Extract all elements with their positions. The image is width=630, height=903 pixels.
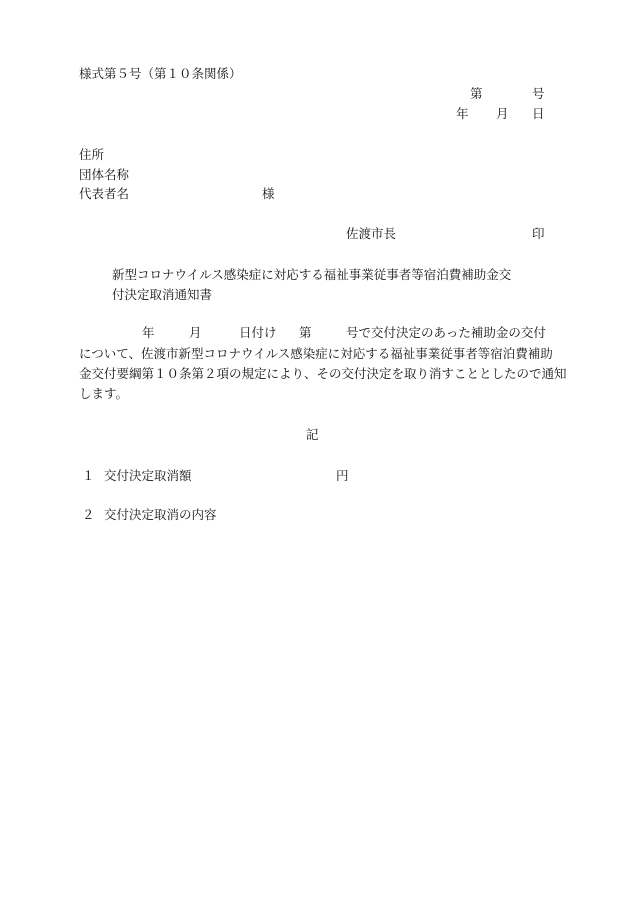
seal-mark: 印 [532, 226, 545, 241]
body-line1-rest: 号で交付決定のあった補助金の交付 [346, 325, 546, 340]
body-line4: します。 [79, 386, 129, 401]
notice-title-line1: 新型コロナウイルス感染症に対応する福祉事業従事者等宿泊費補助金交 [112, 267, 512, 282]
notice-title-line2: 付決定取消通知書 [112, 287, 213, 302]
item-number: １ [82, 468, 95, 483]
form-id: 様式第５号（第１０条関係） [79, 66, 242, 81]
body-dai: 第 [299, 325, 312, 340]
doc-number-go: 号 [532, 86, 545, 101]
item-label: 交付決定取消額 [104, 468, 192, 483]
body-line3: 金交付要綱第１０条第２項の規定により、その交付決定を取り消すこととしたので通知 [79, 366, 567, 381]
date-day: 日 [532, 106, 545, 121]
ki-heading: 記 [306, 427, 319, 442]
body-day-dated: 日付け [239, 325, 277, 340]
body-line2: について、佐渡市新型コロナウイルス感染症に対応する福祉事業従事者等宿泊費補助 [79, 346, 553, 361]
sama: 様 [262, 186, 275, 201]
date-month: 月 [496, 106, 509, 121]
doc-number-dai: 第 [470, 86, 483, 101]
sender-title: 佐渡市長 [346, 226, 397, 241]
address-label: 住所 [79, 147, 105, 162]
rep-name-label: 代表者名 [79, 186, 130, 201]
body-month: 月 [189, 325, 202, 340]
org-name-label: 団体名称 [79, 167, 130, 182]
item-unit: 円 [336, 468, 349, 483]
item-label: 交付決定取消の内容 [104, 507, 217, 522]
body-year: 年 [142, 325, 155, 340]
item-number: ２ [82, 507, 95, 522]
date-year: 年 [456, 106, 469, 121]
